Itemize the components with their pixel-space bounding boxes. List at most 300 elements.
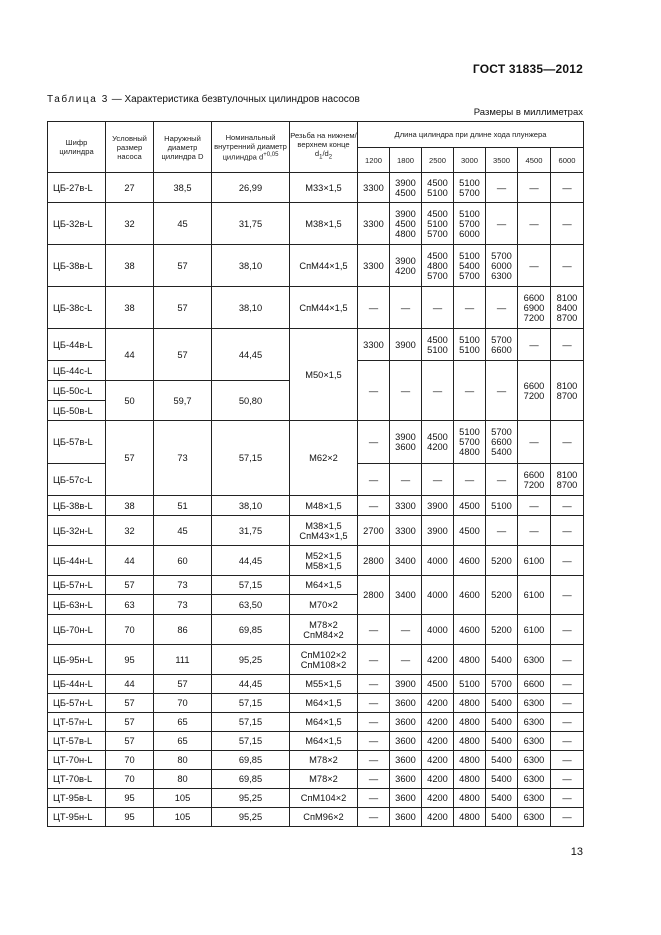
cell-length: 3900 xyxy=(422,496,454,516)
cell-length: 3900 xyxy=(390,329,422,361)
table-caption xyxy=(47,94,360,105)
cell-inner: 63,50 xyxy=(212,595,290,615)
cell-length: 4200 xyxy=(422,645,454,675)
cell-length: — xyxy=(454,361,486,421)
cell-thread: М78×2 xyxy=(290,751,358,770)
cell-length: — xyxy=(518,516,551,546)
cell-length: 4500 xyxy=(454,496,486,516)
cell-length: — xyxy=(551,245,584,287)
cell-length: — xyxy=(551,516,584,546)
cell-length: — xyxy=(390,464,422,496)
cell-thread: СпМ44×1,5 xyxy=(290,287,358,329)
cell-length: 3400 xyxy=(390,576,422,615)
cell-length: — xyxy=(518,329,551,361)
cell-inner: 44,45 xyxy=(212,329,290,381)
cell-length: 4000 xyxy=(422,576,454,615)
cell-thread: СпМ102×2 СпМ108×2 xyxy=(290,645,358,675)
cell-code: ЦБ-32в-L xyxy=(48,203,106,245)
cell-length: 8100 8700 xyxy=(551,361,584,421)
cell-thread: М38×1,5 СпМ43×1,5 xyxy=(290,516,358,546)
cell-length: — xyxy=(551,732,584,751)
cell-length: 4200 xyxy=(422,713,454,732)
cell-size: 32 xyxy=(106,516,154,546)
cell-size: 95 xyxy=(106,789,154,808)
cell-code: ЦБ-32н-L xyxy=(48,516,106,546)
cell-size: 44 xyxy=(106,329,154,381)
cell-length: — xyxy=(551,576,584,615)
cell-length: — xyxy=(422,361,454,421)
cell-length: 6300 xyxy=(518,645,551,675)
cell-length: — xyxy=(358,615,390,645)
table-row xyxy=(48,173,584,203)
cell-length: — xyxy=(454,464,486,496)
cell-length: 3900 xyxy=(390,675,422,694)
cell-length: 5100 xyxy=(486,496,518,516)
cell-outer: 57 xyxy=(154,287,212,329)
cell-code: ЦБ-38в-L xyxy=(48,245,106,287)
cell-length: — xyxy=(358,675,390,694)
cell-outer: 73 xyxy=(154,421,212,496)
cell-code: ЦБ-57н-L xyxy=(48,576,106,595)
cell-size: 70 xyxy=(106,770,154,789)
cell-length: — xyxy=(486,516,518,546)
col-header-stroke: 3000 xyxy=(454,148,486,173)
cell-length: — xyxy=(551,329,584,361)
cell-length: — xyxy=(358,421,390,464)
cell-outer: 73 xyxy=(154,576,212,595)
cell-length: 3900 4200 xyxy=(390,245,422,287)
cell-length: 4500 4800 5700 xyxy=(422,245,454,287)
page-number: 13 xyxy=(570,846,583,858)
cell-length: 4000 xyxy=(422,546,454,576)
cell-length: — xyxy=(358,496,390,516)
cell-length: — xyxy=(518,203,551,245)
cell-thread: М48×1,5 xyxy=(290,496,358,516)
col-header-size: Условный размер насоса xyxy=(106,122,154,173)
table-row xyxy=(48,203,584,245)
cell-length: — xyxy=(390,287,422,329)
table-row xyxy=(48,770,584,789)
table-row xyxy=(48,789,584,808)
cell-length: 3300 xyxy=(358,245,390,287)
cell-code: ЦБ-38с-L xyxy=(48,287,106,329)
table-row xyxy=(48,496,584,516)
cell-length: 3900 4500 4800 xyxy=(390,203,422,245)
cell-thread: М50×1,5 xyxy=(290,329,358,421)
cell-length: — xyxy=(390,361,422,421)
cell-length: 3400 xyxy=(390,546,422,576)
cell-outer: 105 xyxy=(154,808,212,827)
cell-length: 6300 xyxy=(518,808,551,827)
cell-size: 57 xyxy=(106,694,154,713)
cell-thread: СпМ96×2 xyxy=(290,808,358,827)
cell-code: ЦБ-38в-L xyxy=(48,496,106,516)
cell-length: 4800 xyxy=(454,732,486,751)
cell-length: 6300 xyxy=(518,770,551,789)
cell-length: — xyxy=(358,808,390,827)
cell-size: 38 xyxy=(106,496,154,516)
cell-length: 5400 xyxy=(486,732,518,751)
cell-size: 57 xyxy=(106,732,154,751)
cell-inner: 69,85 xyxy=(212,751,290,770)
cell-size: 57 xyxy=(106,576,154,595)
cell-length: — xyxy=(551,713,584,732)
cell-length: 3300 xyxy=(390,516,422,546)
cell-length: 6100 xyxy=(518,576,551,615)
table-row xyxy=(48,329,584,361)
cell-length: 3300 xyxy=(358,329,390,361)
cell-length: 3900 4500 xyxy=(390,173,422,203)
cell-length: 5700 6600 5400 xyxy=(486,421,518,464)
cell-length: — xyxy=(486,287,518,329)
cell-length: 6300 xyxy=(518,713,551,732)
standard-number: ГОСТ 31835—2012 xyxy=(472,62,583,76)
cell-length: 4500 5100 xyxy=(422,173,454,203)
cell-length: — xyxy=(551,615,584,645)
cell-code: ЦТ-70н-L xyxy=(48,751,106,770)
cell-length: — xyxy=(422,287,454,329)
cell-length: — xyxy=(486,361,518,421)
table-row xyxy=(48,713,584,732)
cell-length: 3600 xyxy=(390,694,422,713)
cell-inner: 31,75 xyxy=(212,516,290,546)
cell-length: 8100 8400 8700 xyxy=(551,287,584,329)
cell-length: 6600 7200 xyxy=(518,361,551,421)
cell-length: 5700 6600 xyxy=(486,329,518,361)
col-header-code: Шифр цилиндра xyxy=(48,122,106,173)
cell-inner: 38,10 xyxy=(212,245,290,287)
cell-length: — xyxy=(551,546,584,576)
cell-inner: 44,45 xyxy=(212,675,290,694)
table-row xyxy=(48,732,584,751)
cell-length: 4500 xyxy=(454,516,486,546)
cell-length: 5400 xyxy=(486,808,518,827)
cell-code: ЦТ-95н-L xyxy=(48,808,106,827)
col-header-stroke: 4500 xyxy=(518,148,551,173)
cell-code: ЦБ-95н-L xyxy=(48,645,106,675)
cell-outer: 57 xyxy=(154,329,212,381)
cell-length: — xyxy=(551,496,584,516)
table-row xyxy=(48,516,584,546)
cell-length: — xyxy=(551,751,584,770)
cell-length: 5100 5700 4800 xyxy=(454,421,486,464)
cell-thread: М62×2 xyxy=(290,421,358,496)
cell-length: 5400 xyxy=(486,789,518,808)
cell-length: — xyxy=(358,361,390,421)
cell-thread: М38×1,5 xyxy=(290,203,358,245)
cell-inner: 57,15 xyxy=(212,732,290,751)
cell-length: 5100 xyxy=(454,675,486,694)
cell-length: 2800 xyxy=(358,546,390,576)
cell-thread: М64×1,5 xyxy=(290,694,358,713)
cell-length: 5400 xyxy=(486,645,518,675)
cell-length: 4200 xyxy=(422,732,454,751)
cell-length: — xyxy=(551,645,584,675)
col-header-stroke: 6000 xyxy=(551,148,584,173)
cell-length: 3900 xyxy=(422,516,454,546)
cell-code: ЦБ-70н-L xyxy=(48,615,106,645)
cell-length: — xyxy=(358,694,390,713)
cell-length: 4200 xyxy=(422,789,454,808)
table-row xyxy=(48,245,584,287)
cell-length: — xyxy=(358,732,390,751)
cell-length: 5400 xyxy=(486,713,518,732)
cell-length: — xyxy=(358,770,390,789)
cell-length: 4600 xyxy=(454,615,486,645)
cell-outer: 70 xyxy=(154,694,212,713)
cell-length: 5700 xyxy=(486,675,518,694)
units-note: Размеры в миллиметрах xyxy=(473,107,583,118)
cell-size: 95 xyxy=(106,645,154,675)
cell-outer: 65 xyxy=(154,732,212,751)
cell-length: 5200 xyxy=(486,576,518,615)
col-header-stroke: 2500 xyxy=(422,148,454,173)
cell-size: 63 xyxy=(106,595,154,615)
cell-code: ЦТ-57н-L xyxy=(48,713,106,732)
cell-length: 6600 7200 xyxy=(518,464,551,496)
cell-length: — xyxy=(518,173,551,203)
cell-length: 4200 xyxy=(422,808,454,827)
cell-outer: 45 xyxy=(154,516,212,546)
cell-length: 6100 xyxy=(518,615,551,645)
cell-code: ЦТ-95в-L xyxy=(48,789,106,808)
cell-length: 3600 xyxy=(390,770,422,789)
cell-size: 57 xyxy=(106,421,154,496)
table-row xyxy=(48,751,584,770)
cell-code: ЦТ-70в-L xyxy=(48,770,106,789)
cell-length: 6100 xyxy=(518,546,551,576)
cell-length: 4800 xyxy=(454,808,486,827)
cell-thread: М70×2 xyxy=(290,595,358,615)
cell-length: 4500 5100 5700 xyxy=(422,203,454,245)
cell-thread: М33×1,5 xyxy=(290,173,358,203)
cell-length: — xyxy=(358,751,390,770)
cell-length: — xyxy=(486,464,518,496)
cell-size: 38 xyxy=(106,245,154,287)
cell-length: — xyxy=(551,203,584,245)
cell-length: — xyxy=(551,675,584,694)
cell-size: 50 xyxy=(106,381,154,421)
cell-outer: 73 xyxy=(154,595,212,615)
table-row xyxy=(48,615,584,645)
cell-length: 5400 xyxy=(486,694,518,713)
cell-size: 32 xyxy=(106,203,154,245)
cell-length: 4800 xyxy=(454,770,486,789)
cell-inner: 57,15 xyxy=(212,694,290,713)
cell-code: ЦБ-57н-L xyxy=(48,694,106,713)
cell-size: 44 xyxy=(106,546,154,576)
cell-size: 70 xyxy=(106,615,154,645)
cell-code: ЦБ-63н-L xyxy=(48,595,106,615)
cell-length: 3600 xyxy=(390,789,422,808)
cell-outer: 86 xyxy=(154,615,212,645)
cell-length: — xyxy=(358,789,390,808)
cell-thread: М78×2 xyxy=(290,770,358,789)
cell-outer: 57 xyxy=(154,675,212,694)
cell-inner: 95,25 xyxy=(212,645,290,675)
cell-length: 3300 xyxy=(358,173,390,203)
col-header-thread: Резьба на нижнем/верхнем конце $d_1/d_2$ xyxy=(290,122,358,173)
cell-inner: 50,80 xyxy=(212,381,290,421)
cell-length: 5400 xyxy=(486,770,518,789)
cell-length: 6300 xyxy=(518,694,551,713)
cell-inner: 57,15 xyxy=(212,576,290,595)
cell-length: — xyxy=(518,496,551,516)
col-header-stroke: 3500 xyxy=(486,148,518,173)
cell-length: 6600 xyxy=(518,675,551,694)
cell-inner: 69,85 xyxy=(212,615,290,645)
cell-inner: 69,85 xyxy=(212,770,290,789)
cell-length: — xyxy=(358,464,390,496)
cell-outer: 38,5 xyxy=(154,173,212,203)
caption-text: — Характеристика безвтулочных цилиндров насосов xyxy=(108,94,360,105)
cell-length: 4200 xyxy=(422,770,454,789)
cell-length: 4200 xyxy=(422,694,454,713)
cell-length: — xyxy=(390,645,422,675)
cell-length: 4500 xyxy=(422,675,454,694)
cell-length: — xyxy=(551,808,584,827)
caption-label: Таблица 3 xyxy=(47,94,109,105)
cell-length: — xyxy=(358,287,390,329)
cell-length: 5100 5100 xyxy=(454,329,486,361)
cell-length: 5200 xyxy=(486,615,518,645)
cell-outer: 105 xyxy=(154,789,212,808)
cell-size: 95 xyxy=(106,808,154,827)
cell-thread: М64×1,5 xyxy=(290,713,358,732)
table-row xyxy=(48,287,584,329)
cell-length: — xyxy=(486,173,518,203)
cell-outer: 111 xyxy=(154,645,212,675)
cell-code: ЦБ-44н-L xyxy=(48,675,106,694)
cell-length: 6300 xyxy=(518,789,551,808)
table-row xyxy=(48,421,584,464)
cell-outer: 45 xyxy=(154,203,212,245)
cell-length: 8100 8700 xyxy=(551,464,584,496)
table-row xyxy=(48,546,584,576)
cell-thread: СпМ104×2 xyxy=(290,789,358,808)
cell-size: 57 xyxy=(106,713,154,732)
cell-length: 4800 xyxy=(454,751,486,770)
col-header-stroke: 1800 xyxy=(390,148,422,173)
cell-inner: 44,45 xyxy=(212,546,290,576)
table-row xyxy=(48,694,584,713)
cell-length: 3900 3600 xyxy=(390,421,422,464)
cell-code: ЦБ-27в-L xyxy=(48,173,106,203)
cylinder-characteristics-table xyxy=(47,121,584,827)
cell-length: 3600 xyxy=(390,713,422,732)
cell-length: 4800 xyxy=(454,645,486,675)
cell-length: 5200 xyxy=(486,546,518,576)
cell-length: 5100 5400 5700 xyxy=(454,245,486,287)
table-row xyxy=(48,645,584,675)
cell-length: 3600 xyxy=(390,751,422,770)
cell-length: — xyxy=(551,789,584,808)
cell-length: — xyxy=(358,713,390,732)
cell-outer: 51 xyxy=(154,496,212,516)
cell-length: 5100 5700 xyxy=(454,173,486,203)
cell-thread: М64×1,5 xyxy=(290,732,358,751)
cell-outer: 57 xyxy=(154,245,212,287)
cell-inner: 57,15 xyxy=(212,713,290,732)
cell-code: ЦБ-50в-L xyxy=(48,401,106,421)
cell-code: ЦБ-44с-L xyxy=(48,361,106,381)
cell-length: — xyxy=(551,173,584,203)
cell-length: — xyxy=(551,421,584,464)
table-row xyxy=(48,576,584,595)
cell-length: — xyxy=(358,645,390,675)
cell-length: — xyxy=(518,245,551,287)
cell-outer: 59,7 xyxy=(154,381,212,421)
cell-length: 5400 xyxy=(486,751,518,770)
cell-code: ЦТ-57в-L xyxy=(48,732,106,751)
cell-length: 3600 xyxy=(390,732,422,751)
cell-inner: 95,25 xyxy=(212,808,290,827)
cell-length: — xyxy=(551,694,584,713)
cell-inner: 31,75 xyxy=(212,203,290,245)
cell-size: 44 xyxy=(106,675,154,694)
cell-outer: 65 xyxy=(154,713,212,732)
cell-length: — xyxy=(551,770,584,789)
cell-code: ЦБ-44в-L xyxy=(48,329,106,361)
cell-outer: 80 xyxy=(154,770,212,789)
col-header-length-group: Длина цилиндра при длине хода плунжера xyxy=(358,122,584,148)
cell-length: 4000 xyxy=(422,615,454,645)
cell-length: 4800 xyxy=(454,713,486,732)
cell-inner: 38,10 xyxy=(212,496,290,516)
cell-code: ЦБ-44н-L xyxy=(48,546,106,576)
cell-length: — xyxy=(486,203,518,245)
cell-thread: СпМ44×1,5 xyxy=(290,245,358,287)
cell-outer: 60 xyxy=(154,546,212,576)
col-header-inner: Номинальный внутренний диаметр цилиндра $d^{+0,05}$ xyxy=(212,122,290,173)
cell-inner: 26,99 xyxy=(212,173,290,203)
cell-length: 4600 xyxy=(454,546,486,576)
cell-code: ЦБ-50с-L xyxy=(48,381,106,401)
cell-thread: М64×1,5 xyxy=(290,576,358,595)
cell-length: — xyxy=(390,615,422,645)
table-row xyxy=(48,675,584,694)
table-row xyxy=(48,808,584,827)
cell-outer: 80 xyxy=(154,751,212,770)
cell-length: 4200 xyxy=(422,751,454,770)
cell-length: 4500 5100 xyxy=(422,329,454,361)
cell-inner: 57,15 xyxy=(212,421,290,496)
col-header-outer: Наружный диаметр цилиндра D xyxy=(154,122,212,173)
cell-length: — xyxy=(422,464,454,496)
cell-thread: М55×1,5 xyxy=(290,675,358,694)
cell-length: 2800 xyxy=(358,576,390,615)
cell-length: 5700 6000 6300 xyxy=(486,245,518,287)
cell-length: 4800 xyxy=(454,694,486,713)
cell-length: 6600 6900 7200 xyxy=(518,287,551,329)
cell-size: 70 xyxy=(106,751,154,770)
cell-inner: 38,10 xyxy=(212,287,290,329)
cell-length: 2700 xyxy=(358,516,390,546)
cell-length: 3300 xyxy=(358,203,390,245)
cell-length: — xyxy=(518,421,551,464)
cell-length: 4800 xyxy=(454,789,486,808)
col-header-stroke: 1200 xyxy=(358,148,390,173)
cell-length: 3300 xyxy=(390,496,422,516)
cell-length: 6300 xyxy=(518,751,551,770)
cell-thread: М52×1,5 М58×1,5 xyxy=(290,546,358,576)
cell-length: — xyxy=(454,287,486,329)
cell-length: 6300 xyxy=(518,732,551,751)
cell-length: 3600 xyxy=(390,808,422,827)
cell-size: 38 xyxy=(106,287,154,329)
cell-length: 4500 4200 xyxy=(422,421,454,464)
cell-size: 27 xyxy=(106,173,154,203)
